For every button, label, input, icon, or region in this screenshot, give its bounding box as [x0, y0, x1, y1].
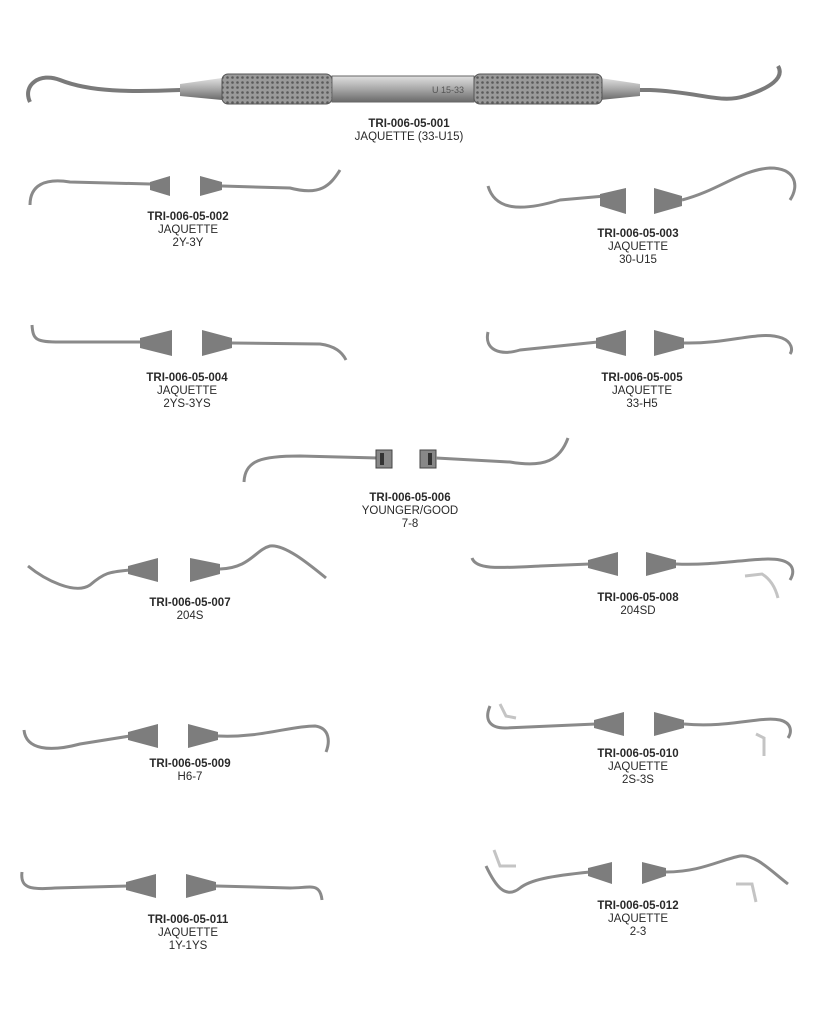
item-code: TRI-006-05-008: [597, 592, 679, 604]
item-code: TRI-006-05-010: [597, 748, 679, 760]
item-desc: JAQUETTE: [607, 241, 669, 253]
item-desc: JAQUETTE: [607, 761, 669, 773]
item-desc: 7-8: [401, 518, 419, 530]
item-desc: JAQUETTE: [157, 927, 219, 939]
item-code: TRI-006-05-005: [601, 372, 683, 384]
item-desc: 1Y-1YS: [168, 940, 208, 952]
item-desc: 2Y-3Y: [172, 237, 204, 249]
item-code: TRI-006-05-003: [597, 228, 679, 240]
item-code: TRI-006-05-012: [597, 900, 679, 912]
item-code: TRI-006-05-011: [147, 914, 229, 926]
item-code: TRI-006-05-007: [149, 597, 231, 609]
item-desc: YOUNGER/GOOD: [361, 505, 459, 517]
handle-marking: U 15-33: [432, 85, 465, 95]
item-desc: 30-U15: [619, 254, 657, 266]
item-desc: JAQUETTE: [607, 913, 669, 925]
item-code: TRI-006-05-009: [149, 758, 231, 770]
item-desc: H6-7: [177, 771, 203, 783]
item-code: TRI-006-05-001: [368, 118, 450, 130]
item-desc: 2-3: [629, 926, 647, 938]
item-desc: JAQUETTE: [157, 224, 219, 236]
item-code: TRI-006-05-004: [146, 372, 228, 384]
item-desc: JAQUETTE: [611, 385, 673, 397]
item-desc: JAQUETTE (33-U15): [354, 131, 464, 143]
item-desc: 204SD: [620, 605, 656, 617]
item-desc: 2YS-3YS: [163, 398, 211, 410]
item-desc: 33-H5: [626, 398, 658, 410]
item-code: TRI-006-05-002: [147, 211, 229, 223]
item-desc: 2S-3S: [622, 774, 654, 786]
item-code: TRI-006-05-006: [369, 492, 451, 504]
item-desc: 204S: [176, 610, 204, 622]
item-desc: JAQUETTE: [156, 385, 218, 397]
